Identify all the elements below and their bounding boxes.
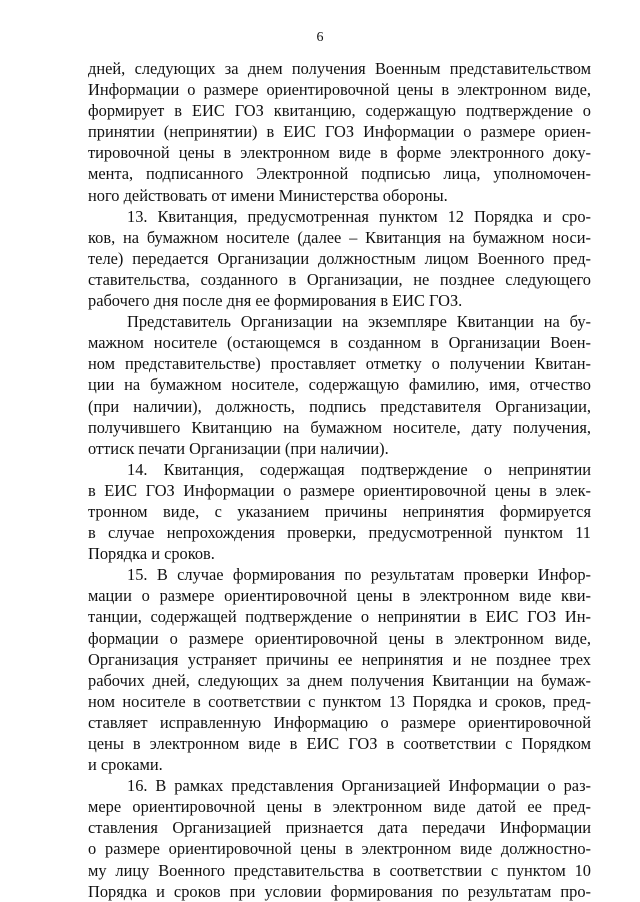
text-line: Информации о размере ориентировочной цены в электронном виде, <box>88 80 591 100</box>
text-line: ном носителе в соответствии с пунктом 13 Порядка и сроков, пред- <box>88 691 591 711</box>
text-line: в случае непрохождения проверки, предусмотренной пунктом 11 <box>88 523 591 543</box>
text-line: рабочих дней, следующих за днем получения Квитанции на бумаж- <box>88 670 591 690</box>
page-number: 6 <box>316 30 324 45</box>
text-line: теле) передается Организации должностным лицом Военного пред- <box>88 248 591 268</box>
text-line: танции, содержащей подтверждение о непринятии в ЕИС ГОЗ Ин- <box>88 607 591 627</box>
text-line: му лицу Военного представительства в соответствии с пунктом 10 <box>88 860 591 880</box>
text-line: рабочего дня после дня ее формирования в ЕИС ГОЗ. <box>88 291 463 311</box>
document-body <box>88 58 591 902</box>
text-line: формирует в ЕИС ГОЗ квитанцию, содержащую подтверждение о <box>88 101 591 121</box>
text-line: получившего Квитанцию на бумажном носителе, дату получения, <box>88 417 591 437</box>
text-line: мации о размере ориентировочной цены в электронном виде кви- <box>88 586 591 606</box>
text-line: ставления Организацией признается дата передачи Информации <box>88 818 591 838</box>
text-line: мере ориентировочной цены в электронном виде датой ее пред- <box>88 797 591 817</box>
text-line: ставительства, созданного в Организации, не позднее следующего <box>88 269 591 289</box>
paragraph-13-first-line: 13. Квитанция, предусмотренная пунктом 12 Порядка и сро- <box>127 206 591 226</box>
text-line: мента, подписанного Электронной подписью лица, уполномочен- <box>88 164 591 184</box>
text-line: ном представительстве) проставляет отметку о получении Квитан- <box>88 354 591 374</box>
text-line: мажном носителе (остающемся в созданном в Организации Воен- <box>88 333 591 353</box>
text-line: принятии (непринятии) в ЕИС ГОЗ Информации о размере ориен- <box>88 122 591 142</box>
text-line: Порядка и сроков. <box>88 544 215 564</box>
text-line: тронном виде, с указанием причины непринятия формируется <box>88 501 591 521</box>
text-line: ков, на бумажном носителе (далее – Квитанция на бумажном носи- <box>88 227 591 247</box>
text-line: (при наличии), должность, подпись представителя Организации, <box>88 396 591 416</box>
text-line: ции на бумажном носителе, содержащую фамилию, имя, отчество <box>88 375 591 395</box>
paragraph-15-first-line: 15. В случае формирования по результатам проверки Инфор- <box>127 565 591 585</box>
text-line: Порядка и сроков при условии формирования по результатам про- <box>88 881 591 901</box>
paragraph-representative-first-line: Представитель Организации на экземпляре Квитанции на бу- <box>127 312 591 332</box>
text-line: о размере ориентировочной цены в электронном виде должностно- <box>88 839 591 859</box>
text-line: ного действовать от имени Министерства обороны. <box>88 185 448 205</box>
text-line: формации о размере ориентировочной цены в электронном виде, <box>88 628 591 648</box>
text-line: ставляет исправленную Информацию о размере ориентировочной <box>88 712 591 732</box>
text-line: тировочной цены в электронном виде в форме электронного доку- <box>88 143 591 163</box>
text-line: дней, следующих за днем получения Военным представительством <box>88 59 591 78</box>
text-line: в ЕИС ГОЗ Информации о размере ориентировочной цены в элек- <box>88 480 591 500</box>
text-line: цены в электронном виде в ЕИС ГОЗ в соответствии с Порядком <box>88 734 591 753</box>
text-line: Организация устраняет причины ее непринятия и не позднее трех <box>88 649 591 669</box>
text-line: и сроками. <box>88 755 163 775</box>
text-line: оттиск печати Организации (при наличии). <box>88 438 389 458</box>
paragraph-16-first-line: 16. В рамках представления Организацией Информации о раз- <box>127 776 591 796</box>
paragraph-14-first-line: 14. Квитанция, содержащая подтверждение о непринятии <box>127 459 591 479</box>
